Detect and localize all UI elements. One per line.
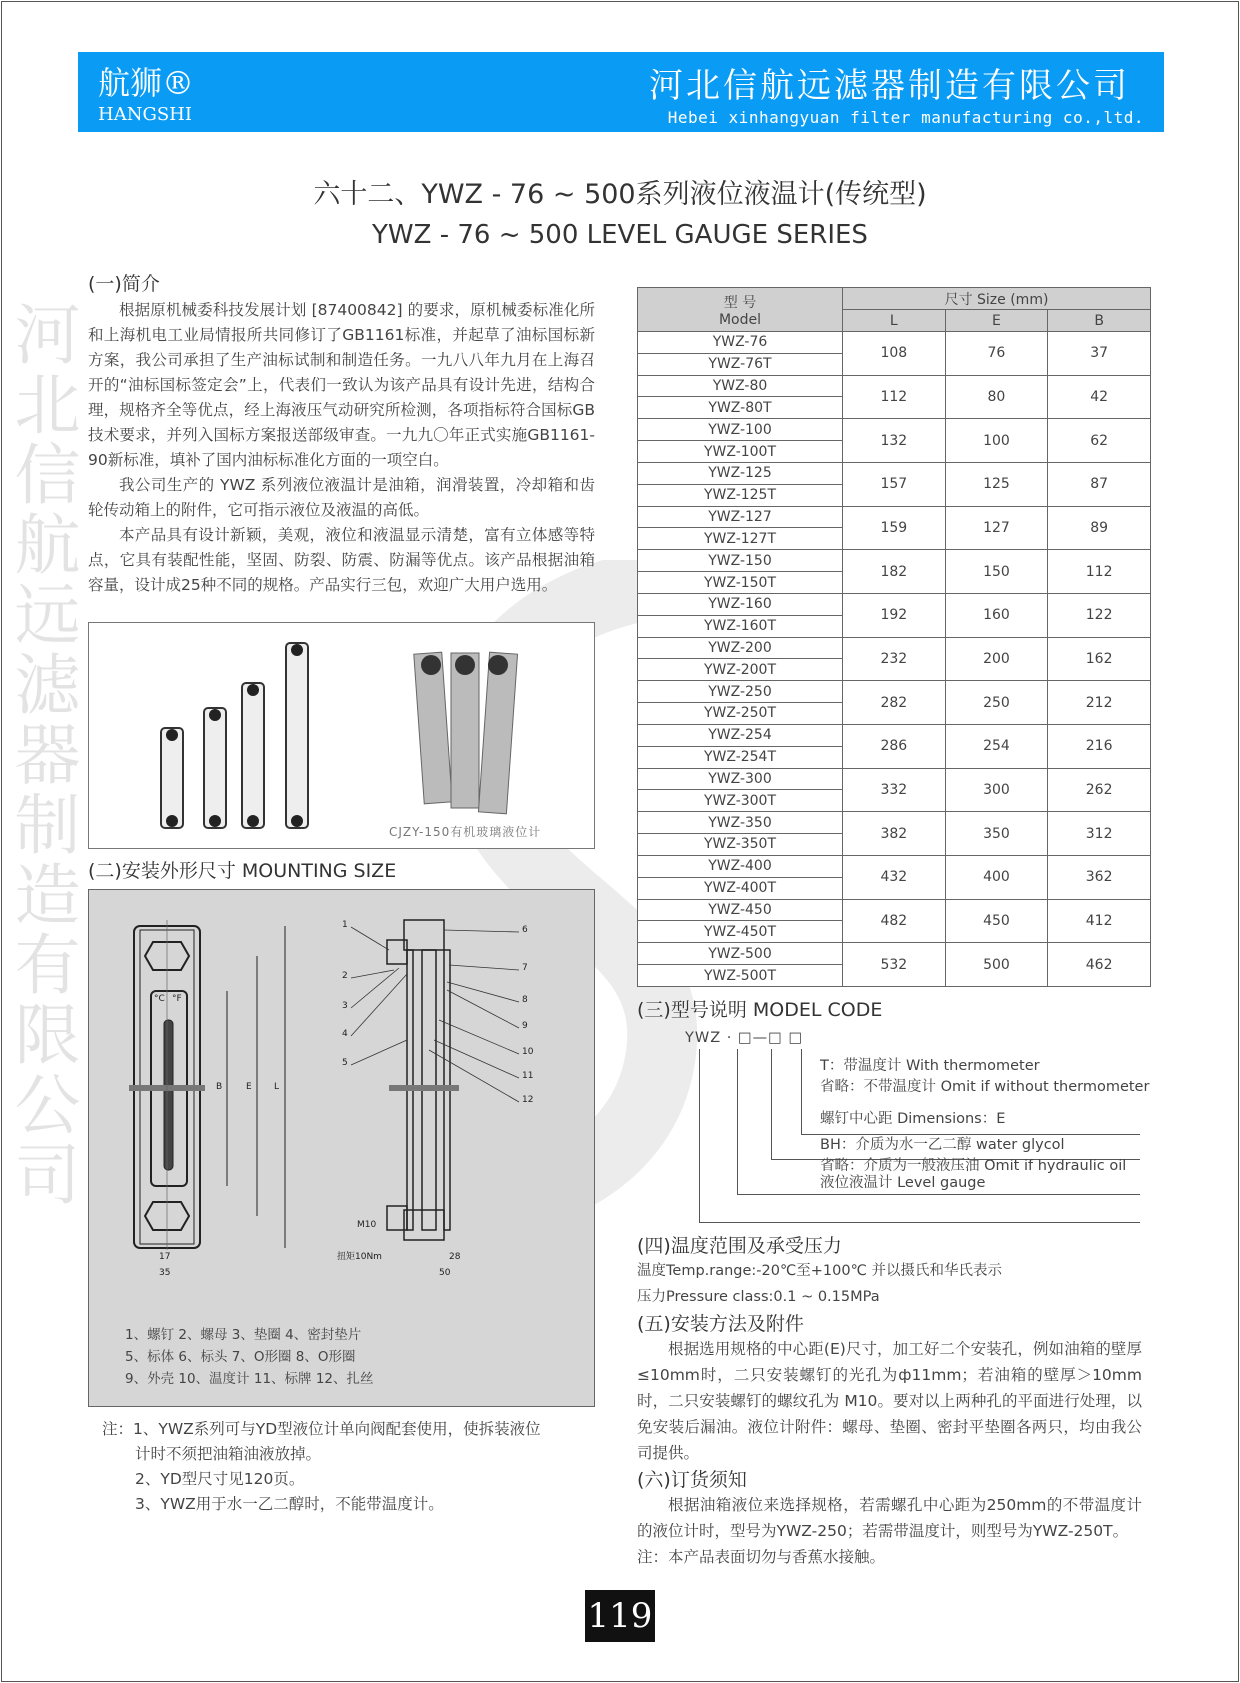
torque-label: 扭矩10Nm <box>337 1252 382 1262</box>
callout: 8 <box>522 995 528 1005</box>
model-cell: YWZ-500 <box>638 943 843 965</box>
leader-line <box>699 1049 700 1223</box>
size-l-cell: 192 <box>843 593 946 637</box>
callout: 12 <box>522 1095 534 1105</box>
dim-label: °F <box>172 994 182 1004</box>
model-code-t: T：带温度计 With thermometer <box>820 1058 1040 1074</box>
size-e-cell: 450 <box>945 899 1048 943</box>
model-cell: YWZ-450 <box>638 899 843 921</box>
order-note: 注：本产品表面切勿与香蕉水接触。 <box>637 1548 886 1566</box>
size-e-cell: 125 <box>945 462 1048 506</box>
size-e-cell: 400 <box>945 855 1048 899</box>
watermark-text: 河北信航远滤器制造有限公司 <box>3 300 80 1210</box>
model-cell: YWZ-400T <box>638 877 843 899</box>
model-cell: YWZ-127T <box>638 528 843 550</box>
size-l-cell: 159 <box>843 506 946 550</box>
callout: 1 <box>342 920 348 930</box>
model-code-t-omit: 省略：不带温度计 Omit if without thermometer <box>820 1079 1150 1095</box>
leader-line <box>771 1049 772 1160</box>
table-row <box>638 506 1151 528</box>
page-number: 119 <box>585 1590 655 1642</box>
model-code-bh: BH：介质为水一乙二醇 water glycol <box>820 1137 1065 1153</box>
size-e-cell: 150 <box>945 550 1048 594</box>
model-code-heading: (三)型号说明 MODEL CODE <box>637 999 883 1021</box>
callout: 5 <box>342 1058 348 1068</box>
note-line: 2、YD型尺寸见120页。 <box>135 1470 305 1488</box>
table-row <box>638 681 1151 703</box>
model-cell: YWZ-300T <box>638 790 843 812</box>
callout: 9 <box>522 1021 528 1031</box>
size-b-cell: 87 <box>1048 462 1151 506</box>
model-cell: YWZ-350T <box>638 834 843 856</box>
model-cell: YWZ-200T <box>638 659 843 681</box>
leader-line <box>801 1049 802 1135</box>
size-e-cell: 254 <box>945 724 1048 768</box>
model-cell: YWZ-100 <box>638 419 843 441</box>
callout: 11 <box>522 1071 534 1081</box>
size-b-cell: 37 <box>1048 332 1151 376</box>
table-row <box>638 593 1151 615</box>
size-b-cell: 412 <box>1048 899 1151 943</box>
drawing-labels <box>89 890 594 1290</box>
size-b-cell: 312 <box>1048 812 1151 856</box>
col-b: B <box>1048 310 1151 332</box>
parts-legend-line: 5、标体 6、标头 7、O形圈 8、O形圈 <box>125 1349 356 1365</box>
size-l-cell: 157 <box>843 462 946 506</box>
table-row <box>638 332 1151 354</box>
intro-text <box>88 298 595 598</box>
level-gauge-photo-illustration <box>89 623 594 848</box>
size-e-cell: 127 <box>945 506 1048 550</box>
callout: 3 <box>342 1001 348 1011</box>
company-name-en: Hebei xinhangyuan filter manufacturing co.,ltd. <box>667 108 1144 127</box>
dim-label-e: E <box>246 1082 252 1092</box>
size-l-cell: 332 <box>843 768 946 812</box>
model-cell: YWZ-150 <box>638 550 843 572</box>
install-paragraph: 根据选用规格的中心距(E)尺寸，加工好二个安装孔，例如油箱的壁厚≤10mm时，二只安装螺钉的光孔为ф11mm；若油箱的壁厚＞10mm时，二只安装螺钉的螺纹孔为 M10。要对以上两种孔的平面进行处理，以免安装后漏油。液位计附件：螺母、垫圈、密封平垫圈各两只，均由我公司提供。 <box>637 1340 1142 1462</box>
model-cell: YWZ-76 <box>638 332 843 354</box>
size-b-cell: 42 <box>1048 375 1151 419</box>
size-l-cell: 286 <box>843 724 946 768</box>
temp-heading: (四)温度范围及承受压力 <box>637 1235 842 1257</box>
size-l-cell: 232 <box>843 637 946 681</box>
table-row <box>638 375 1151 397</box>
dim-label: 50 <box>439 1268 451 1278</box>
model-cell: YWZ-127 <box>638 506 843 528</box>
temp-range: 温度Temp.range:-20℃至+100℃ 并以摄氏和华氏表示 <box>637 1263 1002 1279</box>
model-header-cn: 型 号 <box>723 294 757 311</box>
model-header <box>638 288 843 332</box>
model-cell: YWZ-80 <box>638 375 843 397</box>
col-l: L <box>843 310 946 332</box>
right-column <box>637 998 1150 1570</box>
table-row <box>638 812 1151 834</box>
model-cell: YWZ-250 <box>638 681 843 703</box>
order-text <box>637 1492 1142 1570</box>
size-e-cell: 500 <box>945 943 1048 987</box>
size-b-cell: 89 <box>1048 506 1151 550</box>
size-header: 尺寸 Size (mm) <box>843 288 1151 310</box>
table-row <box>638 855 1151 877</box>
parts-legend-line: 1、螺钉 2、螺母 3、垫圈 4、密封垫片 <box>125 1327 362 1343</box>
model-cell: YWZ-80T <box>638 397 843 419</box>
mounting-drawing <box>88 889 595 1407</box>
model-header-en: Model <box>718 311 762 328</box>
order-paragraph: 根据油箱液位来选择规格，若需螺孔中心距为250mm的不带温度计的液位计时，型号为YWZ-250；若需带温度计，则型号为YWZ-250T。 <box>637 1496 1142 1540</box>
intro-paragraph: 本产品具有设计新颖，美观，液位和液温显示清楚，富有立体感等特点，它具有装配性能，坚固、防裂、防震、防漏等优点。该产品根据油箱容量，设计成25种不同的规格。产品实行三包，欢迎广大用户选用。 <box>88 526 595 594</box>
table-row <box>638 899 1151 921</box>
model-code-diagram <box>637 1025 1157 1230</box>
size-e-cell: 350 <box>945 812 1048 856</box>
size-l-cell: 532 <box>843 943 946 987</box>
left-column <box>88 272 595 1517</box>
size-e-cell: 200 <box>945 637 1048 681</box>
model-cell: YWZ-100T <box>638 441 843 463</box>
model-cell: YWZ-160 <box>638 593 843 615</box>
size-l-cell: 382 <box>843 812 946 856</box>
size-b-cell: 462 <box>1048 943 1151 987</box>
size-e-cell: 100 <box>945 419 1048 463</box>
leader-line <box>737 1049 738 1195</box>
intro-paragraph: 我公司生产的 YWZ 系列液位液温计是油箱，润滑装置，冷却箱和齿轮传动箱上的附件，它可指示液位及液温的高低。 <box>88 476 595 519</box>
note-line: 计时不须把油箱油液放掉。 <box>135 1445 322 1463</box>
model-cell: YWZ-350 <box>638 812 843 834</box>
dim-label: M10 <box>357 1220 377 1230</box>
callout: 4 <box>342 1029 348 1039</box>
page-title-cn: 六十二、YWZ - 76 ~ 500系列液位液温计(传统型) <box>313 179 927 210</box>
model-cell: YWZ-250T <box>638 703 843 725</box>
callout: 7 <box>522 963 528 973</box>
leader-line <box>801 1134 1140 1135</box>
size-l-cell: 482 <box>843 899 946 943</box>
model-cell: YWZ-125 <box>638 462 843 484</box>
size-e-cell: 80 <box>945 375 1048 419</box>
intro-heading: (一)简介 <box>88 273 160 295</box>
size-b-cell: 212 <box>1048 681 1151 725</box>
note-line: 注：1、YWZ系列可与YD型液位计单向阀配套使用，使拆装液位 <box>102 1420 541 1438</box>
dim-label: 17 <box>159 1252 171 1262</box>
size-l-cell: 108 <box>843 332 946 376</box>
page-title-en: YWZ - 76 ~ 500 LEVEL GAUGE SERIES <box>372 220 868 250</box>
pressure-class: 压力Pressure class:0.1 ~ 0.15MPa <box>637 1289 880 1305</box>
size-e-cell: 160 <box>945 593 1048 637</box>
model-cell: YWZ-200 <box>638 637 843 659</box>
size-b-cell: 216 <box>1048 724 1151 768</box>
model-cell: YWZ-76T <box>638 353 843 375</box>
size-table <box>637 287 1151 987</box>
model-cell: YWZ-500T <box>638 965 843 987</box>
size-l-cell: 182 <box>843 550 946 594</box>
size-b-cell: 62 <box>1048 419 1151 463</box>
size-l-cell: 432 <box>843 855 946 899</box>
model-cell: YWZ-450T <box>638 921 843 943</box>
brand-logo-cn: 航狮® <box>98 64 195 102</box>
table-row <box>638 462 1151 484</box>
size-l-cell: 282 <box>843 681 946 725</box>
callout: 2 <box>342 971 348 981</box>
callout: 10 <box>522 1047 534 1057</box>
size-l-cell: 112 <box>843 375 946 419</box>
model-cell: YWZ-254 <box>638 724 843 746</box>
product-photo <box>88 622 595 849</box>
model-cell: YWZ-125T <box>638 484 843 506</box>
size-b-cell: 122 <box>1048 593 1151 637</box>
table-row <box>638 768 1151 790</box>
dim-label: 28 <box>449 1252 461 1262</box>
model-code-pattern: YWZ · □—□ □ <box>685 1030 804 1046</box>
table-row <box>638 419 1151 441</box>
intro-paragraph: 根据原机械委科技发展计划 [87400842] 的要求，原机械委标准化所和上海机电工业局情报所共同修订了GB1161标准，并起草了油标国标新方案，我公司承担了生产油标试制和制造任务。一九八八年九月在上海召开的“油标国标签定会”上，代表们一致认为该产品具有设计先进，结构合理，规格齐全等优点，经上海液压气动研究所检测，各项指标符合国标GB技术要求，并列入国标方案报送部级审查。一九九〇年正式实施GB1161-90新标准，填补了国内油标标准化方面的一项空白。 <box>88 301 595 469</box>
size-b-cell: 362 <box>1048 855 1151 899</box>
model-code-level-gauge: 液位液温计 Level gauge <box>820 1175 986 1191</box>
dim-label-b: B <box>216 1082 223 1092</box>
model-code-e: 螺钉中心距 Dimensions：E <box>820 1111 1006 1127</box>
notes <box>88 1417 595 1517</box>
dim-label: 35 <box>159 1268 171 1278</box>
dim-label: °C <box>154 994 165 1004</box>
table-row <box>638 943 1151 965</box>
model-cell: YWZ-400 <box>638 855 843 877</box>
model-cell: YWZ-160T <box>638 615 843 637</box>
note-line: 3、YWZ用于水一乙二醇时，不能带温度计。 <box>135 1495 444 1513</box>
model-cell: YWZ-150T <box>638 572 843 594</box>
col-e: E <box>945 310 1048 332</box>
size-b-cell: 162 <box>1048 637 1151 681</box>
model-cell: YWZ-254T <box>638 746 843 768</box>
table-row <box>638 637 1151 659</box>
install-text <box>637 1336 1142 1466</box>
page-header <box>78 52 1164 132</box>
table-row <box>638 724 1151 746</box>
size-b-cell: 112 <box>1048 550 1151 594</box>
size-e-cell: 300 <box>945 768 1048 812</box>
dim-label-l: L <box>274 1082 280 1092</box>
install-heading: (五)安装方法及附件 <box>637 1313 804 1335</box>
size-e-cell: 250 <box>945 681 1048 725</box>
size-e-cell: 76 <box>945 332 1048 376</box>
size-l-cell: 132 <box>843 419 946 463</box>
brand-logo-en: HANGSHI <box>98 104 192 125</box>
parts-legend-line: 9、外壳 10、温度计 11、标牌 12、扎丝 <box>125 1371 374 1387</box>
mounting-heading: (二)安装外形尺寸 MOUNTING SIZE <box>88 860 397 882</box>
size-b-cell: 262 <box>1048 768 1151 812</box>
model-cell: YWZ-300 <box>638 768 843 790</box>
company-name-cn: 河北信航远滤器制造有限公司 <box>649 66 1130 106</box>
table-row <box>638 550 1151 572</box>
leader-line <box>699 1222 1140 1223</box>
callout: 6 <box>522 925 528 935</box>
leader-line <box>737 1194 1140 1195</box>
order-heading: (六)订货须知 <box>637 1469 747 1491</box>
photo-caption: CJZY-150有机玻璃液位计 <box>389 825 542 839</box>
model-code-bh-omit: 省略：介质为一般液压油 Omit if hydraulic oil <box>820 1158 1127 1174</box>
